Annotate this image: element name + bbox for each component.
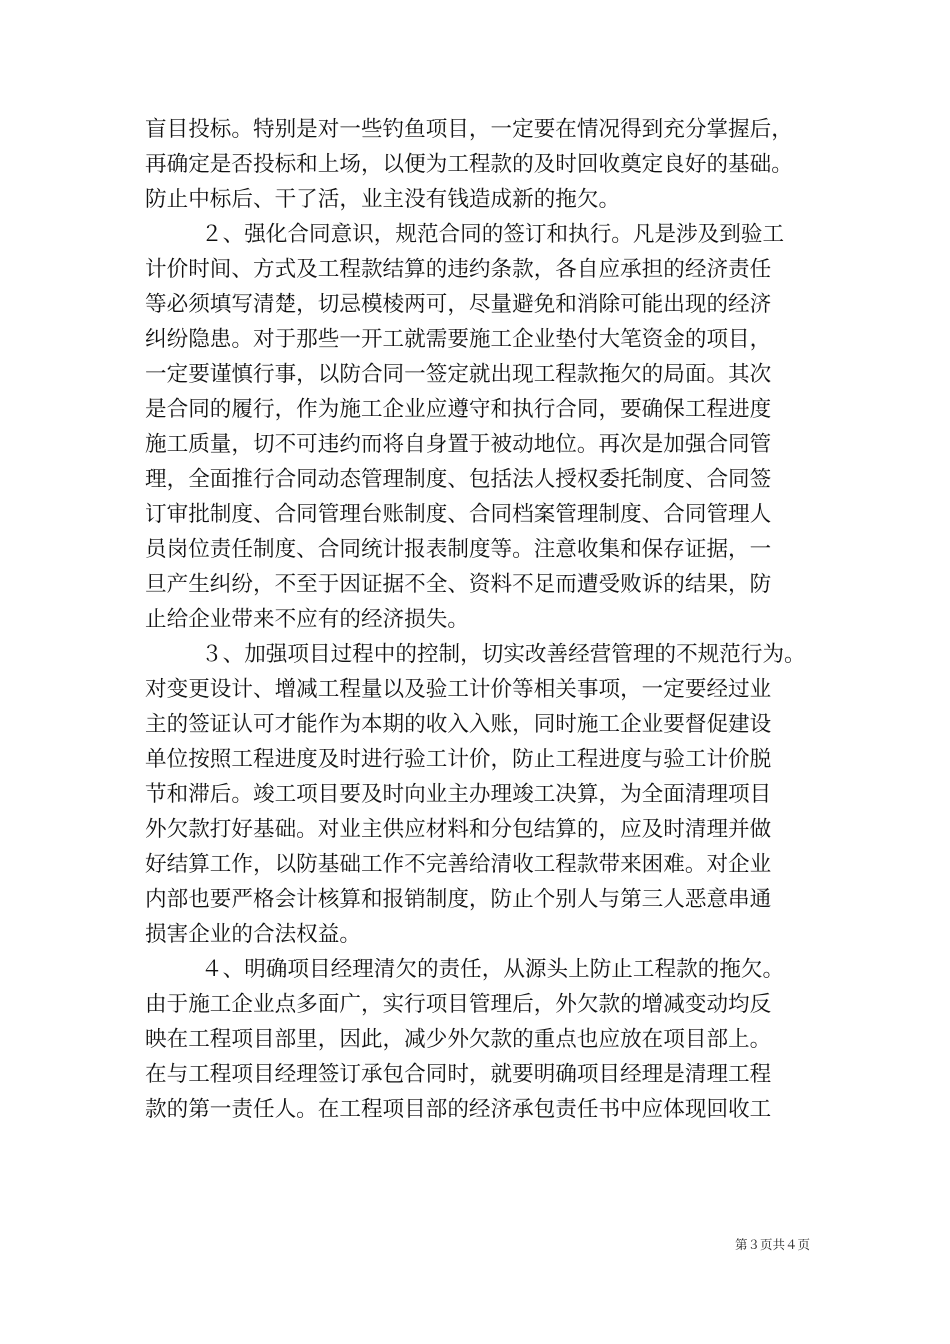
text-line: 内部也要严格会计核算和报销制度，防止个别人与第三人恶意串通 bbox=[145, 887, 772, 912]
text-line: 外欠款打好基础。对业主供应材料和分包结算的，应及时清理并做 bbox=[145, 817, 772, 842]
page-number-footer: 第３页共４页 bbox=[734, 1237, 810, 1252]
text-line: 是合同的履行，作为施工企业应遵守和执行合同，要确保工程进度 bbox=[145, 397, 772, 422]
text-line: 对变更设计、增减工程量以及验工计价等相关事项，一定要经过业 bbox=[145, 677, 772, 702]
text-line: 节和滞后。竣工项目要及时向业主办理竣工决算，为全面清理项目 bbox=[145, 782, 772, 807]
paragraph bbox=[145, 637, 807, 952]
text-line: ３、加强项目过程中的控制，切实改善经营管理的不规范行为。 bbox=[201, 642, 806, 667]
text-line: 单位按照工程进度及时进行验工计价，防止工程进度与验工计价脱 bbox=[145, 747, 772, 772]
text-line: 施工质量，切不可违约而将自身置于被动地位。再次是加强合同管 bbox=[145, 432, 772, 457]
text-line: 在与工程项目经理签订承包合同时，就要明确项目经理是清理工程 bbox=[145, 1062, 772, 1087]
text-line: 款的第一责任人。在工程项目部的经济承包责任书中应体现回收工 bbox=[145, 1097, 772, 1122]
text-line: 员岗位责任制度、合同统计报表制度等。注意收集和保存证据，一 bbox=[145, 537, 772, 562]
paragraph bbox=[145, 952, 807, 1127]
text-line: 一定要谨慎行事，以防合同一签定就出现工程款拖欠的局面。其次 bbox=[145, 362, 772, 387]
text-line: 计价时间、方式及工程款结算的违约条款，各自应承担的经济责任 bbox=[145, 257, 772, 282]
text-line: 防止中标后、干了活，业主没有钱造成新的拖欠。 bbox=[145, 187, 621, 212]
text-line: 再确定是否投标和上场，以便为工程款的及时回收奠定良好的基础。 bbox=[145, 152, 793, 177]
text-line: 损害企业的合法权益。 bbox=[145, 922, 361, 947]
text-line: 由于施工企业点多面广，实行项目管理后，外欠款的增减变动均反 bbox=[145, 992, 772, 1017]
text-line: 盲目投标。特别是对一些钓鱼项目，一定要在情况得到充分掌握后， bbox=[145, 117, 793, 142]
paragraph bbox=[145, 112, 807, 217]
text-line: 理，全面推行合同动态管理制度、包括法人授权委托制度、合同签 bbox=[145, 467, 772, 492]
text-line: 止给企业带来不应有的经济损失。 bbox=[145, 607, 469, 632]
text-line: 纠纷隐患。对于那些一开工就需要施工企业垫付大笔资金的项目， bbox=[145, 327, 772, 352]
text-line: 主的签证认可才能作为本期的收入入账，同时施工企业要督促建设 bbox=[145, 712, 772, 737]
text-line: 等必须填写清楚，切忌模棱两可，尽量避免和消除可能出现的经济 bbox=[145, 292, 772, 317]
text-line: 订审批制度、合同管理台账制度、合同档案管理制度、合同管理人 bbox=[145, 502, 772, 527]
text-line: 旦产生纠纷，不至于因证据不全、资料不足而遭受败诉的结果，防 bbox=[145, 572, 772, 597]
text-line: ２、强化合同意识，规范合同的签订和执行。凡是涉及到验工 bbox=[201, 222, 785, 247]
paragraph bbox=[145, 217, 807, 637]
text-line: 好结算工作，以防基础工作不完善给清收工程款带来困难。对企业 bbox=[145, 852, 772, 877]
text-line: ４、明确项目经理清欠的责任，从源头上防止工程款的拖欠。 bbox=[201, 957, 785, 982]
text-line: 映在工程项目部里，因此，减少外欠款的重点也应放在项目部上。 bbox=[145, 1027, 772, 1052]
document-body bbox=[145, 112, 807, 1127]
